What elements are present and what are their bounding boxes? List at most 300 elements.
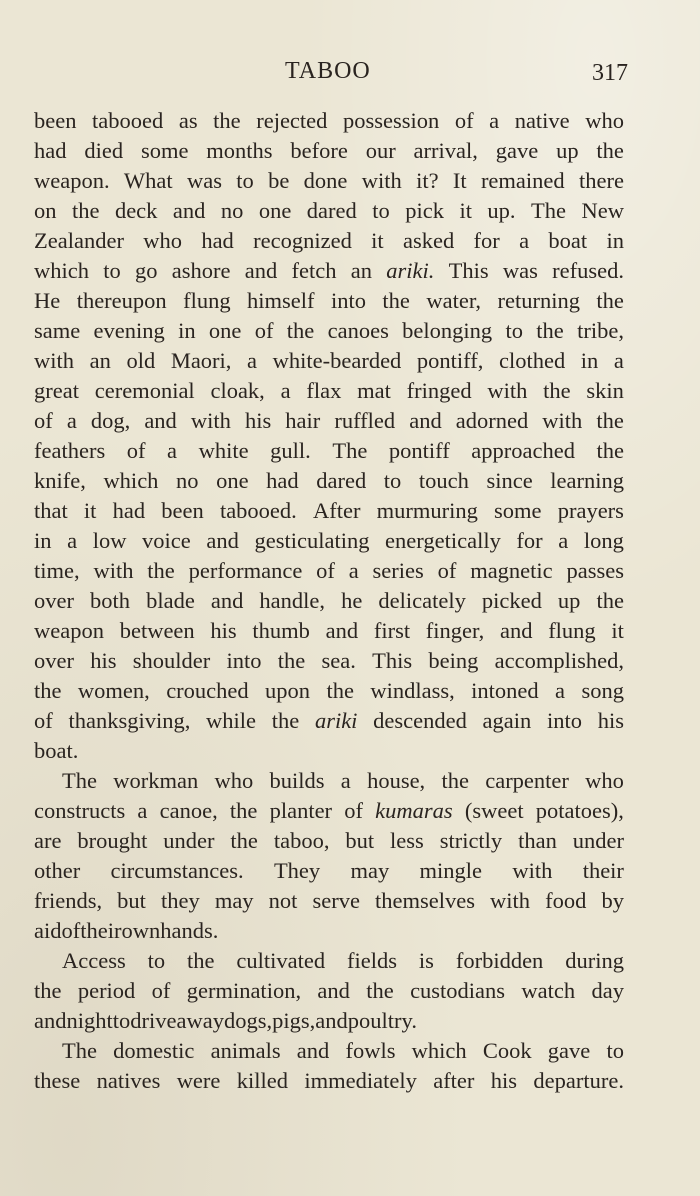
word: a <box>137 798 148 823</box>
word: may <box>350 858 390 883</box>
word: knife, <box>34 468 86 493</box>
word: boat <box>548 228 588 253</box>
word: and <box>206 528 239 553</box>
word: upon <box>265 678 311 703</box>
word: who <box>214 768 254 793</box>
word: that <box>34 498 68 523</box>
word: flung <box>183 288 231 313</box>
text-line <box>34 316 624 346</box>
word: had <box>201 228 234 253</box>
word: hair <box>285 408 321 433</box>
word: departure. <box>533 1068 624 1093</box>
word: New <box>581 198 624 223</box>
word: a <box>66 408 77 433</box>
word: gull. <box>270 438 311 463</box>
word: a <box>247 348 258 373</box>
word: up <box>556 138 579 163</box>
word: other <box>34 858 81 883</box>
word: who <box>143 228 182 253</box>
word: had <box>112 498 146 523</box>
word: not <box>268 888 298 913</box>
word: pontiff, <box>416 348 484 373</box>
word: belonging <box>402 318 493 343</box>
word: no <box>220 198 244 223</box>
word: kumaras <box>375 798 453 823</box>
word: and <box>244 258 278 283</box>
word: is <box>418 948 434 973</box>
word: learning <box>550 468 624 493</box>
word: taboo, <box>273 828 330 853</box>
word: natives <box>96 1068 161 1093</box>
word: delicately <box>378 588 466 613</box>
word: native <box>514 108 570 133</box>
word: with <box>93 558 134 583</box>
word: months <box>206 138 273 163</box>
word: one <box>216 468 249 493</box>
word: the <box>596 588 624 613</box>
word: be <box>268 168 290 193</box>
word: being <box>428 648 479 673</box>
word: windlass, <box>370 678 455 703</box>
word: and <box>34 1008 67 1033</box>
word: of <box>254 318 274 343</box>
word: it? <box>416 168 439 193</box>
word: shoulder <box>132 648 211 673</box>
word: into <box>546 708 582 733</box>
text-line <box>34 1036 624 1066</box>
word: The <box>332 438 368 463</box>
word: The <box>531 198 566 223</box>
word: under <box>163 828 215 853</box>
word: some <box>494 498 542 523</box>
running-title: TABOO <box>285 58 371 84</box>
word: tabooed <box>92 108 164 133</box>
word: food <box>545 888 587 913</box>
word: during <box>565 948 624 973</box>
word: series <box>372 558 424 583</box>
word: clothed <box>498 348 566 373</box>
word: accomplished, <box>494 648 624 673</box>
word: old <box>126 348 156 373</box>
text-line <box>34 406 624 436</box>
word: of <box>126 438 146 463</box>
word: strictly <box>439 828 503 853</box>
word: there <box>578 168 624 193</box>
word: were <box>176 1068 221 1093</box>
word: intoned <box>471 678 539 703</box>
text-line <box>34 496 624 526</box>
word: passes <box>566 558 624 583</box>
word: circumstances. <box>110 858 244 883</box>
word: over <box>34 648 74 673</box>
word: the <box>34 678 62 703</box>
word: but <box>345 828 375 853</box>
text-line <box>34 616 624 646</box>
word: over <box>34 588 74 613</box>
word: away <box>176 1008 224 1033</box>
word: The <box>62 1038 97 1063</box>
word: and <box>210 588 244 613</box>
word: the <box>34 978 62 1003</box>
running-head <box>0 58 700 92</box>
word: his <box>490 1068 518 1093</box>
word: an <box>350 258 372 283</box>
word: up <box>557 588 581 613</box>
word: low <box>92 528 127 553</box>
body-text <box>34 106 624 1096</box>
word: handle, <box>259 588 326 613</box>
word: their <box>80 918 122 943</box>
word: touch <box>418 468 469 493</box>
word: crouched <box>166 678 249 703</box>
word: a <box>340 768 351 793</box>
word: to <box>383 468 402 493</box>
word: poultry. <box>347 1008 417 1033</box>
word: while <box>206 708 257 733</box>
word: to <box>505 318 523 343</box>
word: by <box>601 888 624 913</box>
word: performance <box>188 558 303 583</box>
word: custodians <box>410 978 506 1003</box>
word: of <box>437 558 457 583</box>
word: a <box>613 348 624 373</box>
word: white-bearded <box>272 348 402 373</box>
word: energetically <box>385 528 501 553</box>
word: the <box>536 318 564 343</box>
word: themselves <box>375 888 475 913</box>
word: fringed <box>406 378 472 403</box>
word: and <box>315 1008 348 1033</box>
word: was <box>502 258 538 283</box>
word: weapon <box>34 618 104 643</box>
word: the <box>147 558 175 583</box>
word: a <box>280 378 291 403</box>
text-line <box>34 196 624 226</box>
word: which <box>411 1038 467 1063</box>
word: less <box>390 828 424 853</box>
word: into <box>330 288 366 313</box>
word: same <box>34 318 81 343</box>
word: been <box>161 498 204 523</box>
word: mat <box>357 378 391 403</box>
text-line <box>34 916 624 946</box>
word: the <box>187 948 215 973</box>
word: dared <box>306 198 357 223</box>
word: had <box>34 138 67 163</box>
word: germination, <box>186 978 302 1003</box>
word: some <box>140 138 189 163</box>
word: fetch <box>291 258 337 283</box>
word: gave <box>495 138 539 163</box>
word: cultivated <box>236 948 326 973</box>
word: blade <box>146 588 195 613</box>
word: watch <box>521 978 576 1003</box>
word: finger, <box>425 618 485 643</box>
word: a <box>555 678 566 703</box>
word: friends, <box>34 888 103 913</box>
word: to <box>103 258 121 283</box>
word: sea. <box>321 648 356 673</box>
word: cloak, <box>210 378 265 403</box>
word: a <box>489 108 500 133</box>
text-line <box>34 556 624 586</box>
word: murmuring <box>376 498 478 523</box>
word: and <box>296 1038 330 1063</box>
word: the <box>326 678 354 703</box>
word: brought <box>77 828 148 853</box>
word: canoe, <box>159 798 218 823</box>
word: than <box>518 828 557 853</box>
word: in <box>606 228 624 253</box>
word: carpenter <box>485 768 569 793</box>
word: the <box>596 138 624 163</box>
word: and <box>144 408 177 433</box>
word: died <box>84 138 124 163</box>
word: The <box>62 768 97 793</box>
text-line <box>34 526 624 556</box>
word: fowls <box>345 1038 396 1063</box>
word: for <box>516 528 543 553</box>
word: possession <box>342 108 440 133</box>
word: recognized <box>253 228 352 253</box>
word: since <box>486 468 533 493</box>
word: remained <box>480 168 565 193</box>
word: one <box>208 318 242 343</box>
word: weapon. <box>34 168 110 193</box>
word: water, <box>426 288 482 313</box>
text-line <box>34 226 624 256</box>
word: Access <box>62 948 126 973</box>
word: returning <box>497 288 580 313</box>
word: tabooed. <box>219 498 297 523</box>
text-line <box>34 886 624 916</box>
word: been <box>34 108 77 133</box>
word: aid <box>34 918 62 943</box>
text-line <box>34 286 624 316</box>
word: no <box>176 468 199 493</box>
word: between <box>119 618 195 643</box>
word: great <box>34 378 79 403</box>
word: go <box>135 258 158 283</box>
text-line <box>34 466 624 496</box>
word: the <box>543 378 571 403</box>
word: with <box>34 348 75 373</box>
word: gesticulating <box>254 528 370 553</box>
word: who <box>585 768 624 793</box>
word: ceremonial <box>94 378 195 403</box>
word: potatoes), <box>535 798 624 823</box>
word: the <box>441 768 469 793</box>
word: the <box>366 978 394 1003</box>
word: up. <box>487 198 516 223</box>
word: prayers <box>557 498 624 523</box>
word: the <box>230 828 258 853</box>
word: these <box>34 1068 81 1093</box>
word: the <box>277 648 306 673</box>
word: mingle <box>419 858 483 883</box>
word: the <box>271 708 300 733</box>
text-line <box>34 796 624 826</box>
word: skin <box>586 378 624 403</box>
word: the <box>596 288 624 313</box>
word: After <box>312 498 361 523</box>
word: the <box>596 438 624 463</box>
word: of <box>151 978 171 1003</box>
text-line <box>34 976 624 1006</box>
word: of <box>316 558 335 583</box>
word: thereupon <box>76 288 167 313</box>
word: picked <box>481 588 542 613</box>
word: fields <box>347 948 398 973</box>
word: dogs, <box>224 1008 273 1033</box>
word: forbidden <box>455 948 544 973</box>
word: Maori, <box>170 348 232 373</box>
word: one <box>258 198 292 223</box>
word: pigs, <box>272 1008 316 1033</box>
word: a <box>519 228 530 253</box>
word: planter <box>269 798 333 823</box>
text-line <box>34 586 624 616</box>
word: a <box>558 528 569 553</box>
word: under <box>572 828 624 853</box>
text-line <box>34 826 624 856</box>
word: the <box>286 318 315 343</box>
word: hands. <box>160 918 219 943</box>
word: magnetic <box>470 558 553 583</box>
word: to <box>372 198 390 223</box>
text-line <box>34 436 624 466</box>
word: with <box>487 378 528 403</box>
word: ariki <box>314 708 358 733</box>
word: refused. <box>552 258 624 283</box>
word: gave <box>547 1038 591 1063</box>
word: domestic <box>113 1038 195 1063</box>
text-line <box>34 166 624 196</box>
word: their <box>582 858 624 883</box>
word: What <box>123 168 173 193</box>
word: They <box>273 858 321 883</box>
word: which <box>34 258 89 283</box>
word: killed <box>236 1068 289 1093</box>
word: asked <box>402 228 455 253</box>
word: before <box>290 138 348 163</box>
word: house, <box>367 768 426 793</box>
word: (sweet <box>464 798 524 823</box>
word: white <box>198 438 249 463</box>
text-line <box>34 946 624 976</box>
word: in <box>34 528 52 553</box>
word: builds <box>269 768 325 793</box>
word: in <box>580 348 599 373</box>
text-line <box>34 1006 624 1036</box>
word: in <box>178 318 196 343</box>
word: day <box>591 978 624 1003</box>
word: serve <box>312 888 360 913</box>
word: the <box>382 288 410 313</box>
word: a <box>67 528 78 553</box>
word: long <box>583 528 624 553</box>
word: his <box>597 708 624 733</box>
word: night <box>66 1008 113 1033</box>
text-line <box>34 856 624 886</box>
word: of <box>34 408 53 433</box>
word: his <box>90 648 117 673</box>
text-line <box>34 1066 624 1096</box>
word: own <box>121 918 161 943</box>
word: feathers <box>34 438 106 463</box>
word: and <box>499 618 533 643</box>
word: after <box>433 1068 475 1093</box>
text-line <box>34 766 624 796</box>
text-line <box>34 646 624 676</box>
word: boat. <box>34 738 79 763</box>
word: first <box>373 618 411 643</box>
word: an <box>89 348 111 373</box>
word: of <box>344 798 363 823</box>
word: immediately <box>304 1068 417 1093</box>
word: into <box>226 648 262 673</box>
word: both <box>90 588 131 613</box>
word: again <box>482 708 532 733</box>
word: arrival, <box>413 138 478 163</box>
word: ruffled <box>334 408 396 433</box>
word: dog, <box>90 408 131 433</box>
page-number: 317 <box>592 60 628 86</box>
word: the <box>213 108 241 133</box>
word: for <box>473 228 500 253</box>
word: flung <box>548 618 596 643</box>
word: his <box>244 408 272 433</box>
word: with <box>190 408 231 433</box>
word: time, <box>34 558 80 583</box>
word: period <box>77 978 136 1003</box>
word: it <box>611 618 624 643</box>
word: This <box>372 648 413 673</box>
word: pontiff <box>388 438 450 463</box>
word: had <box>266 468 299 493</box>
word: thumb <box>252 618 310 643</box>
word: to <box>112 1008 131 1033</box>
text-line <box>34 706 624 736</box>
word: women, <box>77 678 150 703</box>
word: to <box>236 168 254 193</box>
word: on <box>34 198 57 223</box>
word: and <box>325 618 359 643</box>
word: it <box>83 498 97 523</box>
text-line <box>34 676 624 706</box>
word: pick <box>405 198 444 223</box>
word: approached <box>471 438 575 463</box>
word: song <box>581 678 624 703</box>
word: deck <box>114 198 158 223</box>
word: to <box>606 1038 624 1063</box>
word: and <box>317 978 350 1003</box>
word: as <box>178 108 198 133</box>
word: to <box>147 948 166 973</box>
text-line <box>34 256 624 286</box>
text-line <box>34 376 624 406</box>
text-line <box>34 136 624 166</box>
word: a <box>348 558 359 583</box>
text-line <box>34 736 624 766</box>
word: workman <box>113 768 199 793</box>
text-line <box>34 106 624 136</box>
word: ariki. <box>386 258 435 283</box>
word: evening <box>93 318 165 343</box>
word: of <box>454 108 474 133</box>
word: they <box>161 888 200 913</box>
word: Cook <box>482 1038 532 1063</box>
